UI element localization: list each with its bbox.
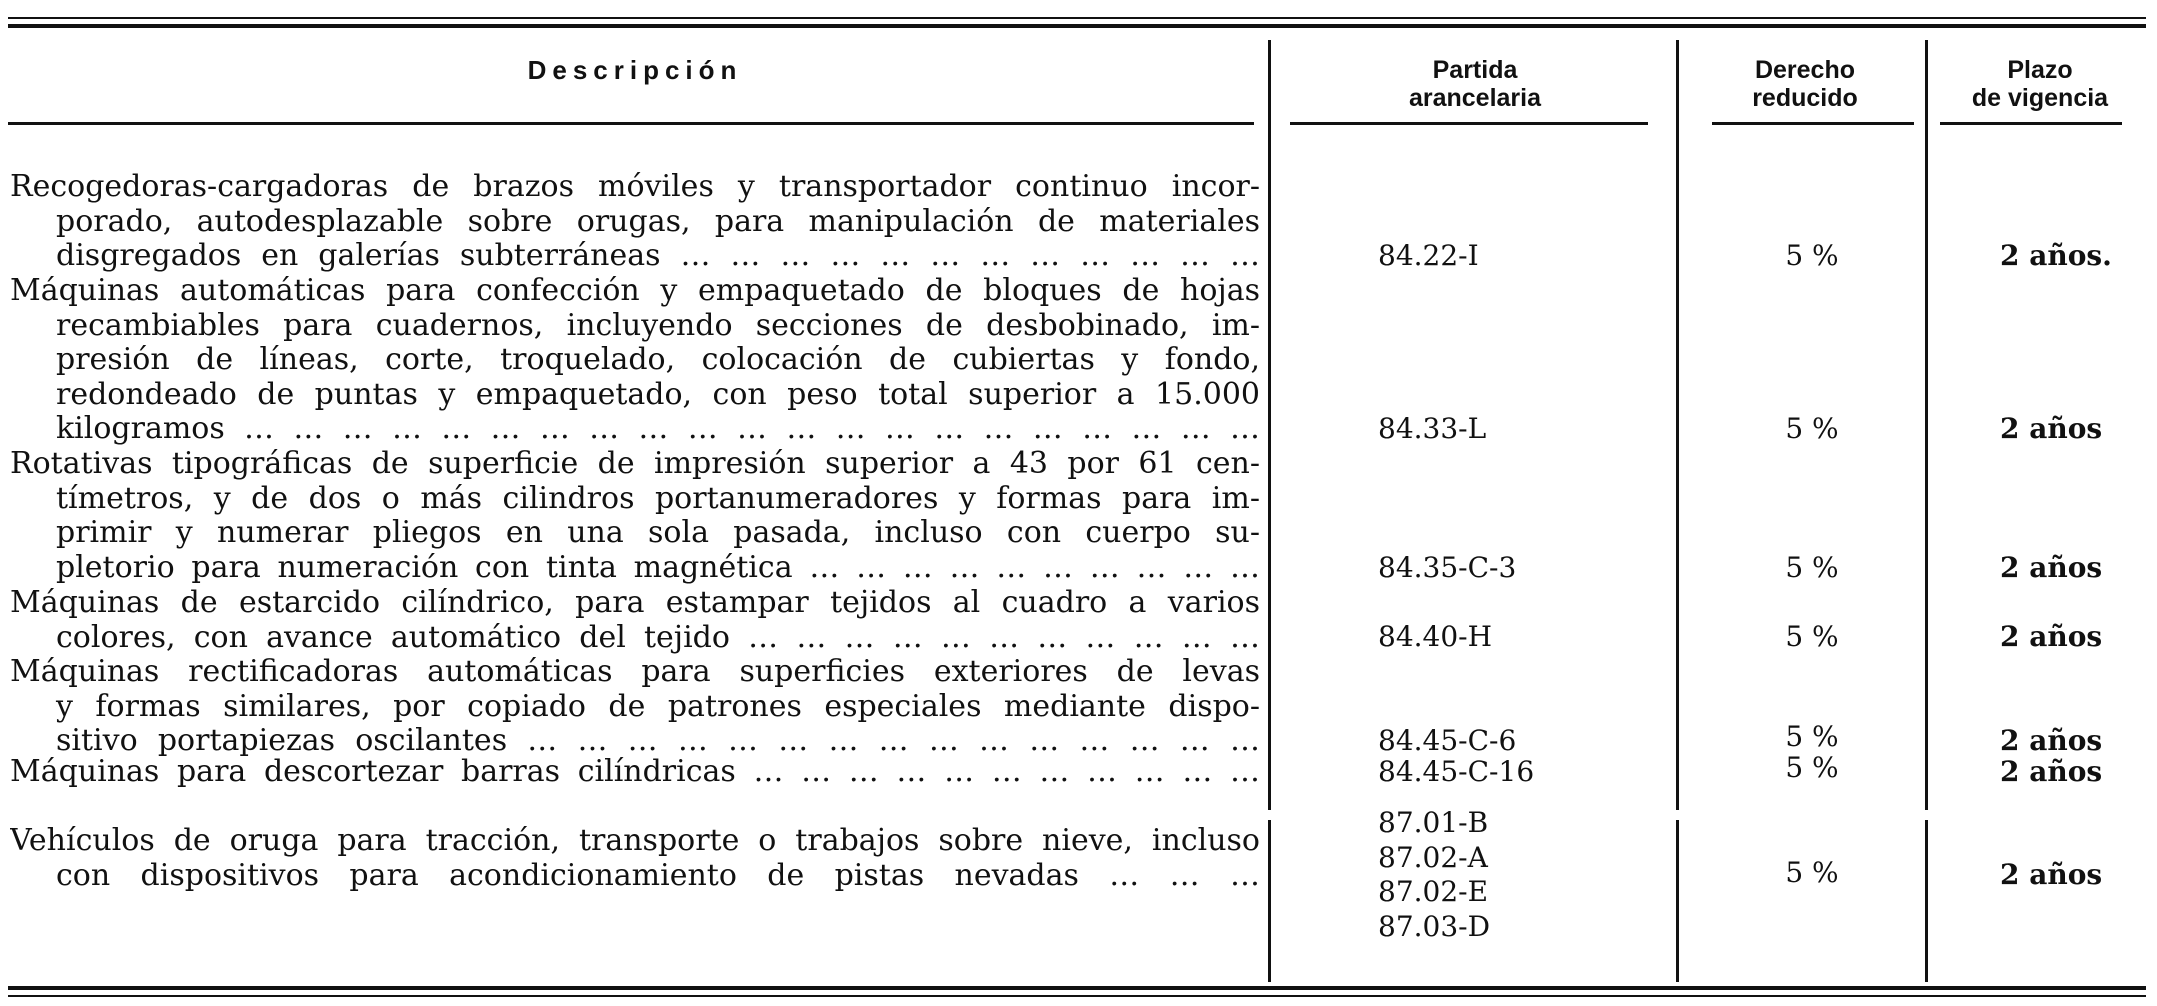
header-underline-descripcion — [8, 122, 1254, 125]
row-2-line-1: Máquinas automáticas para confección y empaquetado de bloques de hojas — [10, 274, 1260, 308]
header-partida — [1290, 56, 1660, 112]
table-row-7-description — [10, 824, 1260, 893]
header-descripcion: Descripción — [527, 55, 743, 85]
header-derecho-line1: Derecho — [1754, 56, 1856, 84]
header-partida-line1: Partida — [1432, 56, 1518, 84]
row-4-line-2: colores, con avance automático del tejido … … … … … … … … … … … — [56, 620, 1260, 655]
row-5-line-3: sitivo portapiezas oscilantes … … … … … … … … … … … … … … … — [56, 724, 1260, 758]
row-5-partida: 84.45-C-6 — [1378, 724, 1517, 757]
row-7-line-2: con dispositivos para acondicionamiento de pistas nevadas … … … — [56, 858, 1260, 893]
row-1-line-2: porado, autodesplazable sobre orugas, para manipulación de materiales — [56, 204, 1260, 239]
column-divider-3 — [1925, 40, 1928, 810]
table-row-6-description — [10, 755, 1260, 790]
row-7-partida-4: 87.03-D — [1378, 909, 1491, 943]
row-3-line-3: primir y numerar pliegos en una sola pasada, incluso con cuerpo su- — [56, 516, 1260, 550]
row-7-partida-2: 87.02-A — [1378, 840, 1488, 874]
table-row-2-description — [10, 274, 1260, 447]
table-row-5-description — [10, 655, 1260, 759]
row-7-partida-3: 87.02-E — [1378, 875, 1489, 908]
row-6-derecho: 5 % — [1785, 751, 1839, 784]
row-7-partidas — [1378, 806, 1490, 944]
row-3-line-1: Rotativas tipográficas de superficie de impresión superior a 43 por 61 cen- — [10, 447, 1260, 481]
row-1-plazo: 2 años. — [2000, 239, 2112, 272]
row-3-plazo: 2 años — [2000, 551, 2103, 584]
bottom-rule-thin — [8, 995, 2146, 997]
column-divider-3b — [1925, 820, 1928, 982]
column-divider-1 — [1268, 40, 1271, 810]
row-2-line-3: presión de líneas, corte, troquelado, colocación de cubiertas y fondo, — [56, 343, 1260, 377]
row-7-line-1: Vehículos de oruga para tracción, transporte o trabajos sobre nieve, incluso — [10, 824, 1260, 858]
row-7-plazo: 2 años — [2000, 858, 2103, 891]
row-3-line-2: tímetros, y de dos o más cilindros portanumeradores y formas para im- — [56, 481, 1260, 516]
row-2-plazo: 2 años — [2000, 412, 2103, 445]
row-4-derecho: 5 % — [1785, 620, 1839, 653]
row-6-line-1: Máquinas para descortezar barras cilíndricas … … … … … … … … … … … — [10, 755, 1260, 789]
row-2-line-5: kilogramos … … … … … … … … … … … … … … … … … … … … … — [56, 412, 1260, 446]
top-rule-thin — [8, 17, 2146, 19]
top-rule-thick — [8, 24, 2146, 28]
row-7-derecho: 5 % — [1785, 856, 1839, 889]
header-plazo — [1940, 56, 2140, 112]
row-5-derecho: 5 % — [1785, 720, 1839, 753]
row-5-plazo: 2 años — [2000, 724, 2103, 757]
row-1-partida: 84.22-I — [1378, 239, 1479, 272]
header-partida-line2: arancelaria — [1408, 84, 1542, 112]
header-underline-plazo — [1940, 122, 2122, 125]
header-underline-partida — [1290, 122, 1648, 125]
row-3-derecho: 5 % — [1785, 551, 1839, 584]
row-5-line-2: y formas similares, por copiado de patrones especiales mediante dispo- — [56, 689, 1260, 724]
row-4-partida: 84.40-H — [1378, 620, 1493, 653]
header-plazo-line1: Plazo — [2007, 56, 2073, 84]
row-4-line-1: Máquinas de estarcido cilíndrico, para estampar tejidos al cuadro a varios — [10, 586, 1260, 620]
header-plazo-line2: de vigencia — [1971, 84, 2109, 112]
row-3-line-4: pletorio para numeración con tinta magnética … … … … … … … … … … — [56, 550, 1260, 585]
row-1-line-1: Recogedoras-cargadoras de brazos móviles y transportador continuo incor- — [10, 170, 1260, 204]
row-7-partida-1: 87.01-B — [1378, 806, 1489, 839]
row-5-line-1: Máquinas rectificadoras automáticas para superficies exteriores de levas — [10, 655, 1260, 689]
column-divider-2b — [1676, 820, 1679, 982]
table-row-4-description — [10, 586, 1260, 655]
row-1-line-3: disgregados en galerías subterráneas … … … … … … … … … … … … — [56, 239, 1260, 273]
row-2-derecho: 5 % — [1785, 412, 1839, 445]
row-3-partida: 84.35-C-3 — [1378, 551, 1517, 584]
row-2-line-2: recambiables para cuadernos, incluyendo secciones de desbobinado, im- — [56, 308, 1260, 343]
header-derecho — [1695, 56, 1915, 112]
row-6-plazo: 2 años — [2000, 755, 2103, 788]
row-2-partida: 84.33-L — [1378, 412, 1487, 445]
row-6-partida: 84.45-C-16 — [1378, 755, 1535, 788]
header-underline-derecho — [1712, 122, 1914, 125]
table-row-1-description — [10, 170, 1260, 274]
row-1-derecho: 5 % — [1785, 239, 1839, 272]
column-divider-2 — [1676, 40, 1679, 810]
row-4-plazo: 2 años — [2000, 620, 2103, 653]
bottom-rule-thick — [8, 986, 2146, 990]
column-divider-1b — [1268, 820, 1271, 982]
table-row-3-description — [10, 447, 1260, 585]
header-derecho-line2: reducido — [1752, 84, 1858, 112]
row-2-line-4: redondeado de puntas y empaquetado, con peso total superior a 15.000 — [56, 377, 1260, 412]
